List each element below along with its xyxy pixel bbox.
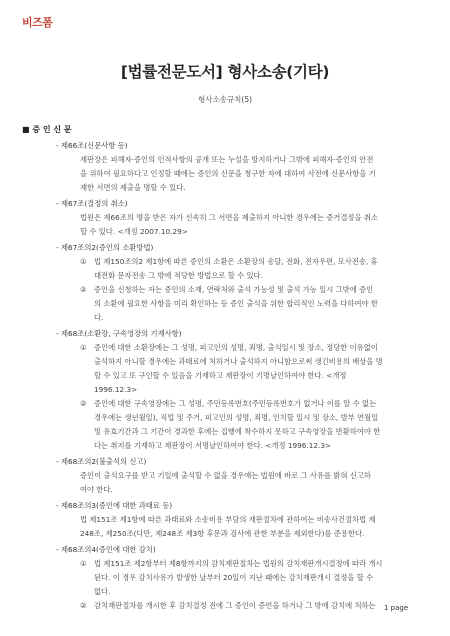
article-paragraph: 증인이 출석요구를 받고 기일에 출석할 수 없을 경우에는 법원에 바로 그 사유를 밝혀 신고하 여야 한다. [80,471,371,494]
document-body [22,124,430,613]
paragraph-text: 증인에 대한 소환장에는 그 성명, 피고인의 성명, 죄명, 출석일시 및 장소, 정당한 이유없이 출석하지 아니할 경우에는 과태료에 처하거나 출석하지 아니함으로써 생긴비용의 배상을 명 할 수 있고 또 구인할 수 있음을 기재하고 재판장이 기명날인하여야 한다. <개정 1996.12.3> [94,343,383,394]
numbered-paragraph [80,255,434,283]
section-title: ■ 증 인 신 문 [22,125,72,134]
paragraph-number: ① [80,559,87,568]
article [22,499,430,541]
article [22,139,430,195]
page-number: 1 page [384,604,409,612]
document-subtitle: 형사소송규칙(5) [197,95,253,104]
article-heading: - 제67조(결정의 취소) [56,199,128,208]
numbered-paragraph [80,599,434,613]
paragraph-text: 법 제150조의2 제1항에 따른 증인의 소환은 소환장의 송달, 전화, 전자우편, 모사전송, 휴 대전화 문자전송 그 밖에 적당한 방법으로 할 수 있다. [94,257,378,280]
article-heading: - 제68조(소환장, 구속영장의 기재사항) [56,329,182,338]
paragraph-number: ① [80,343,87,352]
article-paragraph: 재판장은 피해자·증인의 인적사항의 공개 또는 누설을 방지하거나 그밖에 피해자·증인의 안전 을 위하여 필요하다고 인정할 때에는 증인의 신문을 청구한 자에 대하여 사전에 신문사항을 기 재한 서면의 제출을 명할 수 있다. [80,155,376,192]
article-heading: - 제66조(신문사항 등) [56,141,128,150]
paragraph-text: 법 제151조 제2항부터 제8항까지의 감치재판절차는 법원의 감치재판개시결정에 따라 개시 된다. 이 경우 감치사유가 발생한 날부터 20일이 지난 때에는 감치재판개시 결정을 할 수 없다. [94,559,383,596]
article-heading: - 제68조의2(불출석의 신고) [56,457,147,466]
article [22,455,430,497]
paragraph-text: 증인에 대한 구속영장에는 그 성명, 주민등록번호(주민등록번호가 없거나 이를 알 수 없는 경우에는 생년월일), 직업 및 주거, 피고인의 성명, 죄명, 인치할 일시 및 장소, 발부 연월일 및 유효기간과 그 기간이 경과한 후에는 집행에 착수하지 못하고 구속영장을 반환하여야 한 다는 취지를 기재하고 재판장이 서명날인하여야 한다. <개정 1996.12.3> [94,399,381,450]
paragraph-number: ② [80,399,87,408]
article-heading: - 제67조의2(증인의 소환방법) [56,243,154,252]
numbered-paragraph [80,397,434,453]
article [22,327,430,453]
paragraph-number: ① [80,257,87,266]
article-paragraph: 법 제151조 제1항에 따른 과태료와 소송비용 부담의 재판절차에 관하여는 비송사건절차법 제 248조, 제250조(다만, 제248조 제3항 후문과 검사에 관한 부분을 제외한다)를 준용한다. [80,515,376,538]
numbered-paragraph [80,283,434,325]
article [22,197,430,239]
paragraph-number: ② [80,601,87,610]
paragraph-text: 감치재판절차를 개시한 후 감치결정 전에 그 증인이 증언을 하거나 그 밖에 감치에 처하는 [94,601,376,610]
paragraph-text: 증인을 신청하는 자는 증인의 소재, 연락처와 출석 가능성 및 출석 가능 일시 그밖에 증인 의 소환에 필요한 사항을 미리 확인하는 등 증인 출석을 위한 합리적인 노력을 다하여야 한 다. [94,285,378,322]
article-paragraph: 법원은 제66조의 명을 받은 자가 신속히 그 서면을 제출하지 아니한 경우에는 증거결정을 취소 할 수 있다. <개정 2007.10.29> [80,213,378,236]
numbered-paragraph [80,557,434,599]
paragraph-number: ② [80,285,87,294]
article [22,543,430,613]
numbered-paragraph [80,341,434,397]
article [22,241,430,325]
bizform-logo: 비즈폼 [22,16,53,29]
article-heading: - 제68조의3(증인에 대한 과태료 등) [56,501,173,510]
document-title: [법률전문도서] 형사소송(기타) [120,63,330,81]
article-heading: - 제68조의4(증인에 대한 감치) [56,545,156,554]
